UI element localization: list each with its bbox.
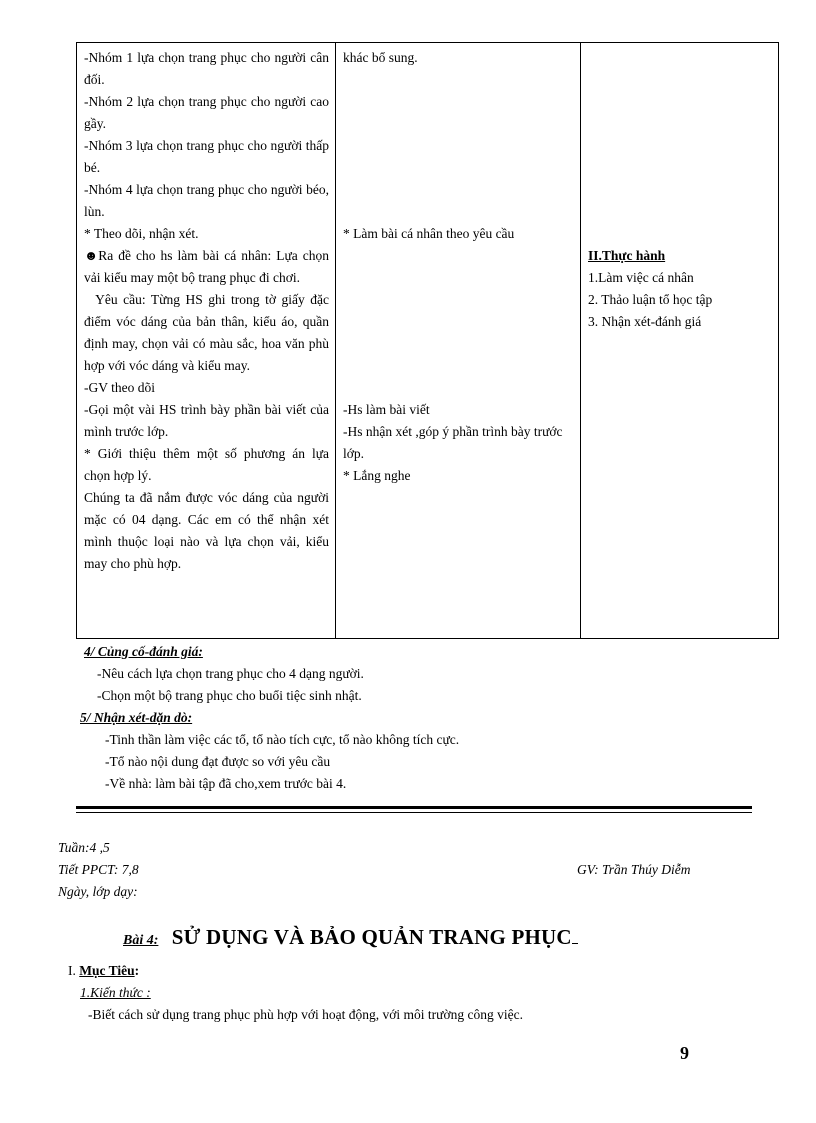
knowledge-heading: 1.Kiến thức : [80, 985, 151, 1000]
content-cell [581, 43, 779, 639]
list-item: -Về nhà: làm bài tập đã cho,xem trước bài 4. [105, 776, 347, 791]
list-item: * Lắng nghe [343, 468, 411, 483]
objectives-heading [68, 960, 139, 982]
review-list [80, 729, 459, 795]
period-label: Tiết PPCT: 7,8 [58, 862, 139, 877]
list-item: -Tổ nào nội dung đạt được so với yêu cầu [105, 754, 331, 769]
week-label: Tuần:4 ,5 [58, 840, 110, 855]
list-item: -GV theo dõi [84, 380, 155, 395]
lesson-activity-table [76, 42, 779, 639]
list-item: 3. Nhận xét-đánh giá [588, 314, 702, 329]
knowledge-item: -Biết cách sử dụng trang phục phù hợp với hoạt động, với môi trường công việc. [88, 1007, 523, 1022]
review-heading: 5/ Nhận xét-dặn dò: [80, 710, 193, 725]
list-item: * Giới thiệu thêm một số phương án lựa chọn hợp lý. [84, 446, 333, 483]
student-activity-bottom-list [343, 399, 574, 487]
practice-heading: II.Thực hành [588, 248, 666, 263]
divider-line-thin [76, 812, 752, 813]
practice-items-list [588, 267, 772, 333]
list-item: -Nhóm 2 lựa chọn trang phục cho người cao gầy. [84, 94, 333, 131]
consolidation-section [84, 641, 364, 707]
objectives-heading-suffix: : [134, 963, 140, 978]
list-item: -Gọi một vài HS trình bày phần bài viết của mình trước lớp. [84, 402, 333, 439]
objectives-heading-prefix: I. [68, 963, 80, 978]
consolidation-list [84, 663, 364, 707]
page-number: 9 [680, 1043, 689, 1063]
student-activity-top: khác bổ sung. [343, 50, 418, 65]
list-item: Yêu cầu: Từng HS ghi trong tờ giấy đặc điểm vóc dáng của bản thân, kiểu áo, quần định may, chọn vải có màu sắc, hoa văn phù hợp với vóc dáng và kiểu may. [84, 292, 333, 373]
list-item: -Nhóm 4 lựa chọn trang phục cho người béo, lùn. [84, 182, 333, 219]
consolidation-heading: 4/ Củng cố-đánh giá: [84, 644, 203, 659]
table-row [77, 43, 779, 639]
objectives-heading-text: Mục Tiêu [79, 963, 135, 978]
list-item: 2. Thảo luận tổ học tập [588, 292, 713, 307]
list-item: Chúng ta đã nắm được vóc dáng của người mặc có 04 dạng. Các em có thể nhận xét mình thuộc loại nào và lựa chọn vải, kiểu may cho phù hợp. [84, 490, 333, 571]
lesson-title-row [123, 925, 578, 950]
teacher-label: GV: Trần Thúy Diễm [577, 862, 691, 877]
lesson-label: Bài 4: [123, 933, 159, 948]
list-item: 1.Làm việc cá nhân [588, 270, 694, 285]
student-activity-individual: * Làm bài cá nhân theo yêu cầu [343, 226, 515, 241]
list-item: -Nhóm 3 lựa chọn trang phục cho người thấp bé. [84, 138, 333, 175]
date-class-label: Ngày, lớp dạy: [58, 884, 138, 899]
teacher-activity-cell [77, 43, 336, 639]
divider-line [76, 806, 752, 809]
lesson-title: SỬ DỤNG VÀ BẢO QUẢN TRANG PHỤC [172, 925, 578, 949]
list-item: -Hs nhận xét ,góp ý phần trình bày trước lớp. [343, 424, 566, 461]
list-item: * Theo dõi, nhận xét. [84, 226, 199, 241]
list-item: -Hs làm bài viết [343, 402, 430, 417]
list-item: -Nhóm 1 lựa chọn trang phục cho người cân đối. [84, 50, 333, 87]
teacher-activity-list [84, 47, 333, 575]
student-activity-cell [336, 43, 581, 639]
list-item: -Chọn một bộ trang phục cho buổi tiệc sinh nhật. [97, 688, 362, 703]
review-section [80, 707, 459, 795]
list-item: -Nêu cách lựa chọn trang phục cho 4 dạng người. [97, 666, 364, 681]
list-item: ☻Ra đề cho hs làm bài cá nhân: Lựa chọn vải kiểu may một bộ trang phục đi chơi. [84, 248, 333, 285]
list-item: -Tinh thần làm việc các tổ, tổ nào tích cực, tổ nào không tích cực. [105, 732, 460, 747]
